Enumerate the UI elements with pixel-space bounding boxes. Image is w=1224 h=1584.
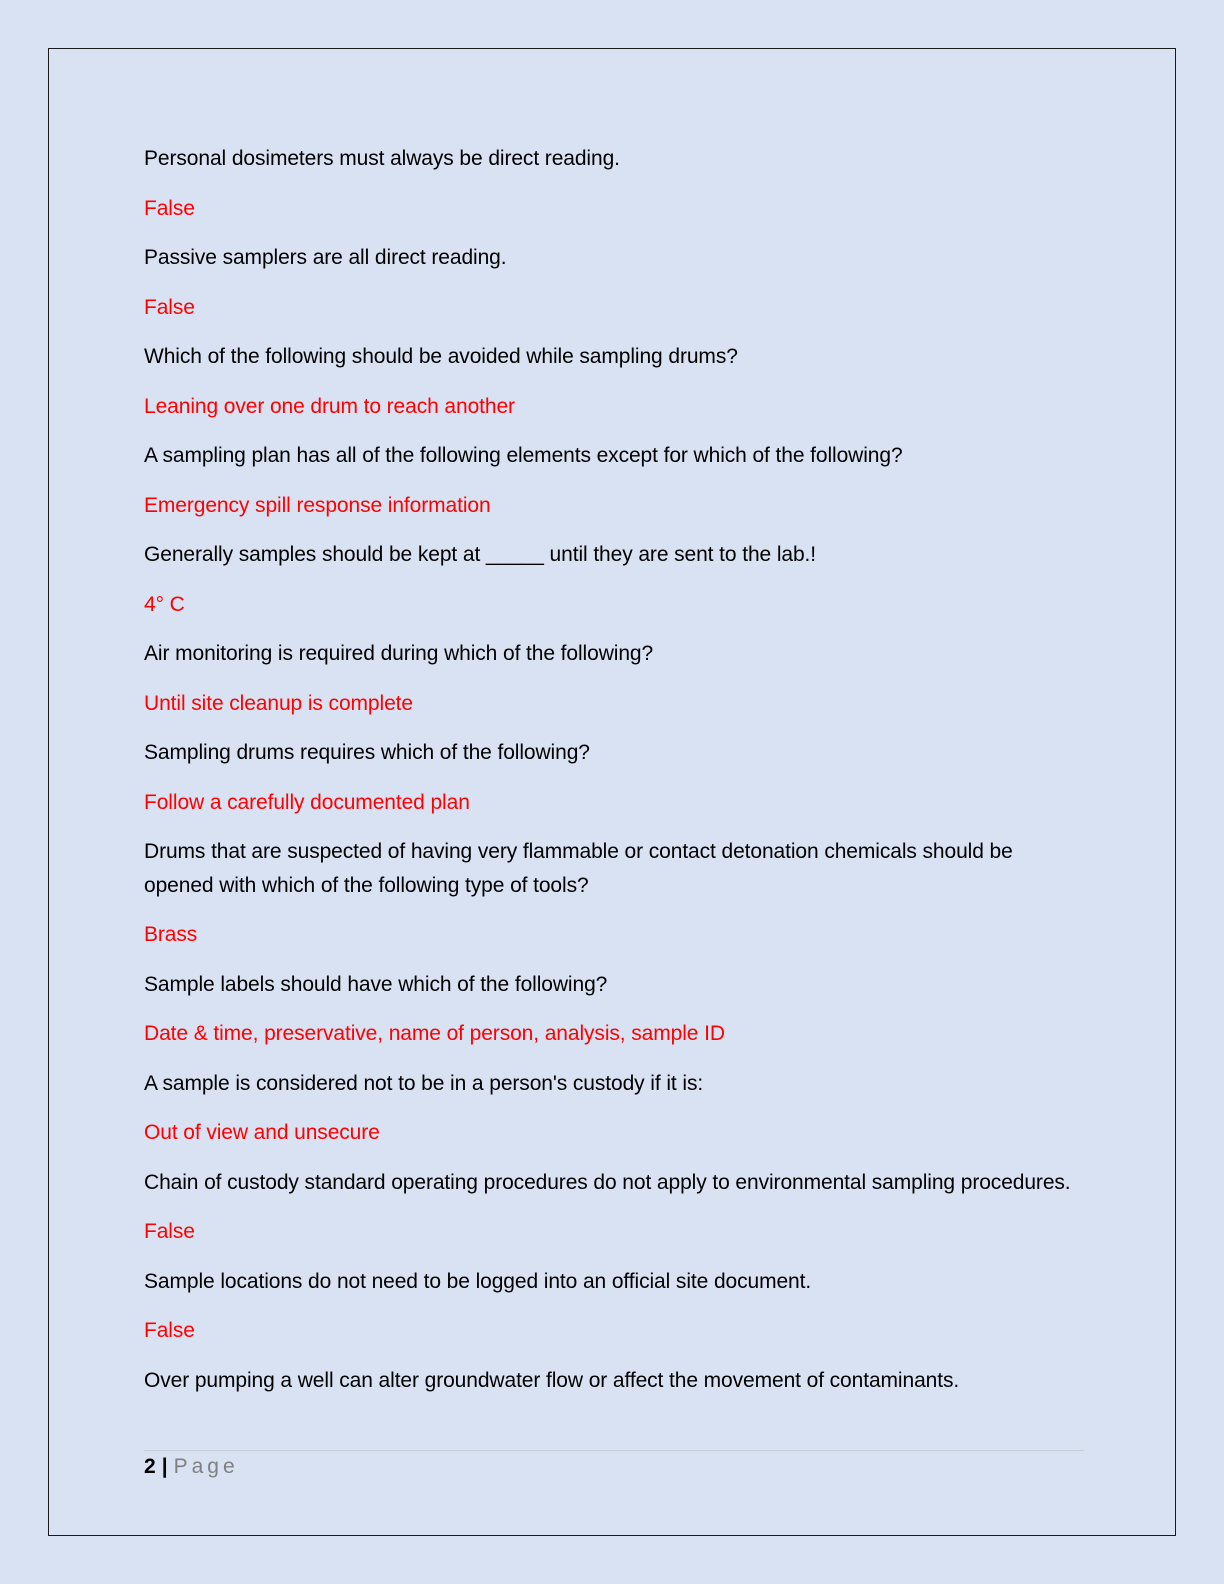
- answer-text: False: [144, 1220, 195, 1243]
- footer-divider: [144, 1450, 1084, 1451]
- question-text: Sample labels should have which of the following?: [144, 972, 608, 996]
- question-text: Air monitoring is required during which of the following?: [144, 642, 654, 665]
- answer-text: 4° C: [144, 592, 185, 616]
- question-text: Sampling drums requires which of the following?: [144, 741, 590, 764]
- question-text: Chain of custody standard operating procedures do not apply to environmental sampling procedures.: [144, 1170, 1071, 1194]
- answer-text: Date & time, preservative, name of person, analysis, sample ID: [144, 1022, 725, 1045]
- question-text: Passive samplers are all direct reading.: [144, 246, 507, 269]
- question-text: Personal dosimeters must always be direct reading.: [144, 147, 620, 170]
- answer-text: Brass: [144, 923, 198, 946]
- footer-separator: |: [161, 1455, 168, 1478]
- answer-text: Follow a carefully documented plan: [144, 790, 470, 814]
- answer-text: Leaning over one drum to reach another: [144, 394, 515, 418]
- question-text: A sample is considered not to be in a person's custody if it is:: [144, 1071, 704, 1095]
- answer-text: Out of view and unsecure: [144, 1121, 380, 1144]
- document-body: [144, 142, 1084, 1413]
- answer-text: Until site cleanup is complete: [144, 691, 413, 715]
- answer-text: False: [144, 1319, 195, 1342]
- page-footer: [144, 1452, 239, 1482]
- question-text: Drums that are suspected of having very flammable or contact detonation chemicals should be opened with which of the following type of tools?: [144, 840, 1013, 897]
- question-text: Which of the following should be avoided while sampling drums?: [144, 345, 738, 368]
- answer-text: Emergency spill response information: [144, 493, 491, 517]
- page-number: 2: [144, 1455, 156, 1478]
- question-text: Over pumping a well can alter groundwater flow or affect the movement of contaminants.: [144, 1368, 960, 1392]
- answer-text: False: [144, 196, 195, 220]
- question-text: Generally samples should be kept at _____ until they are sent to the lab.!: [144, 543, 817, 566]
- question-text: Sample locations do not need to be logged into an official site document.: [144, 1269, 812, 1293]
- page-label: Page: [173, 1455, 239, 1478]
- question-text: A sampling plan has all of the following elements except for which of the following?: [144, 444, 903, 467]
- answer-text: False: [144, 295, 195, 319]
